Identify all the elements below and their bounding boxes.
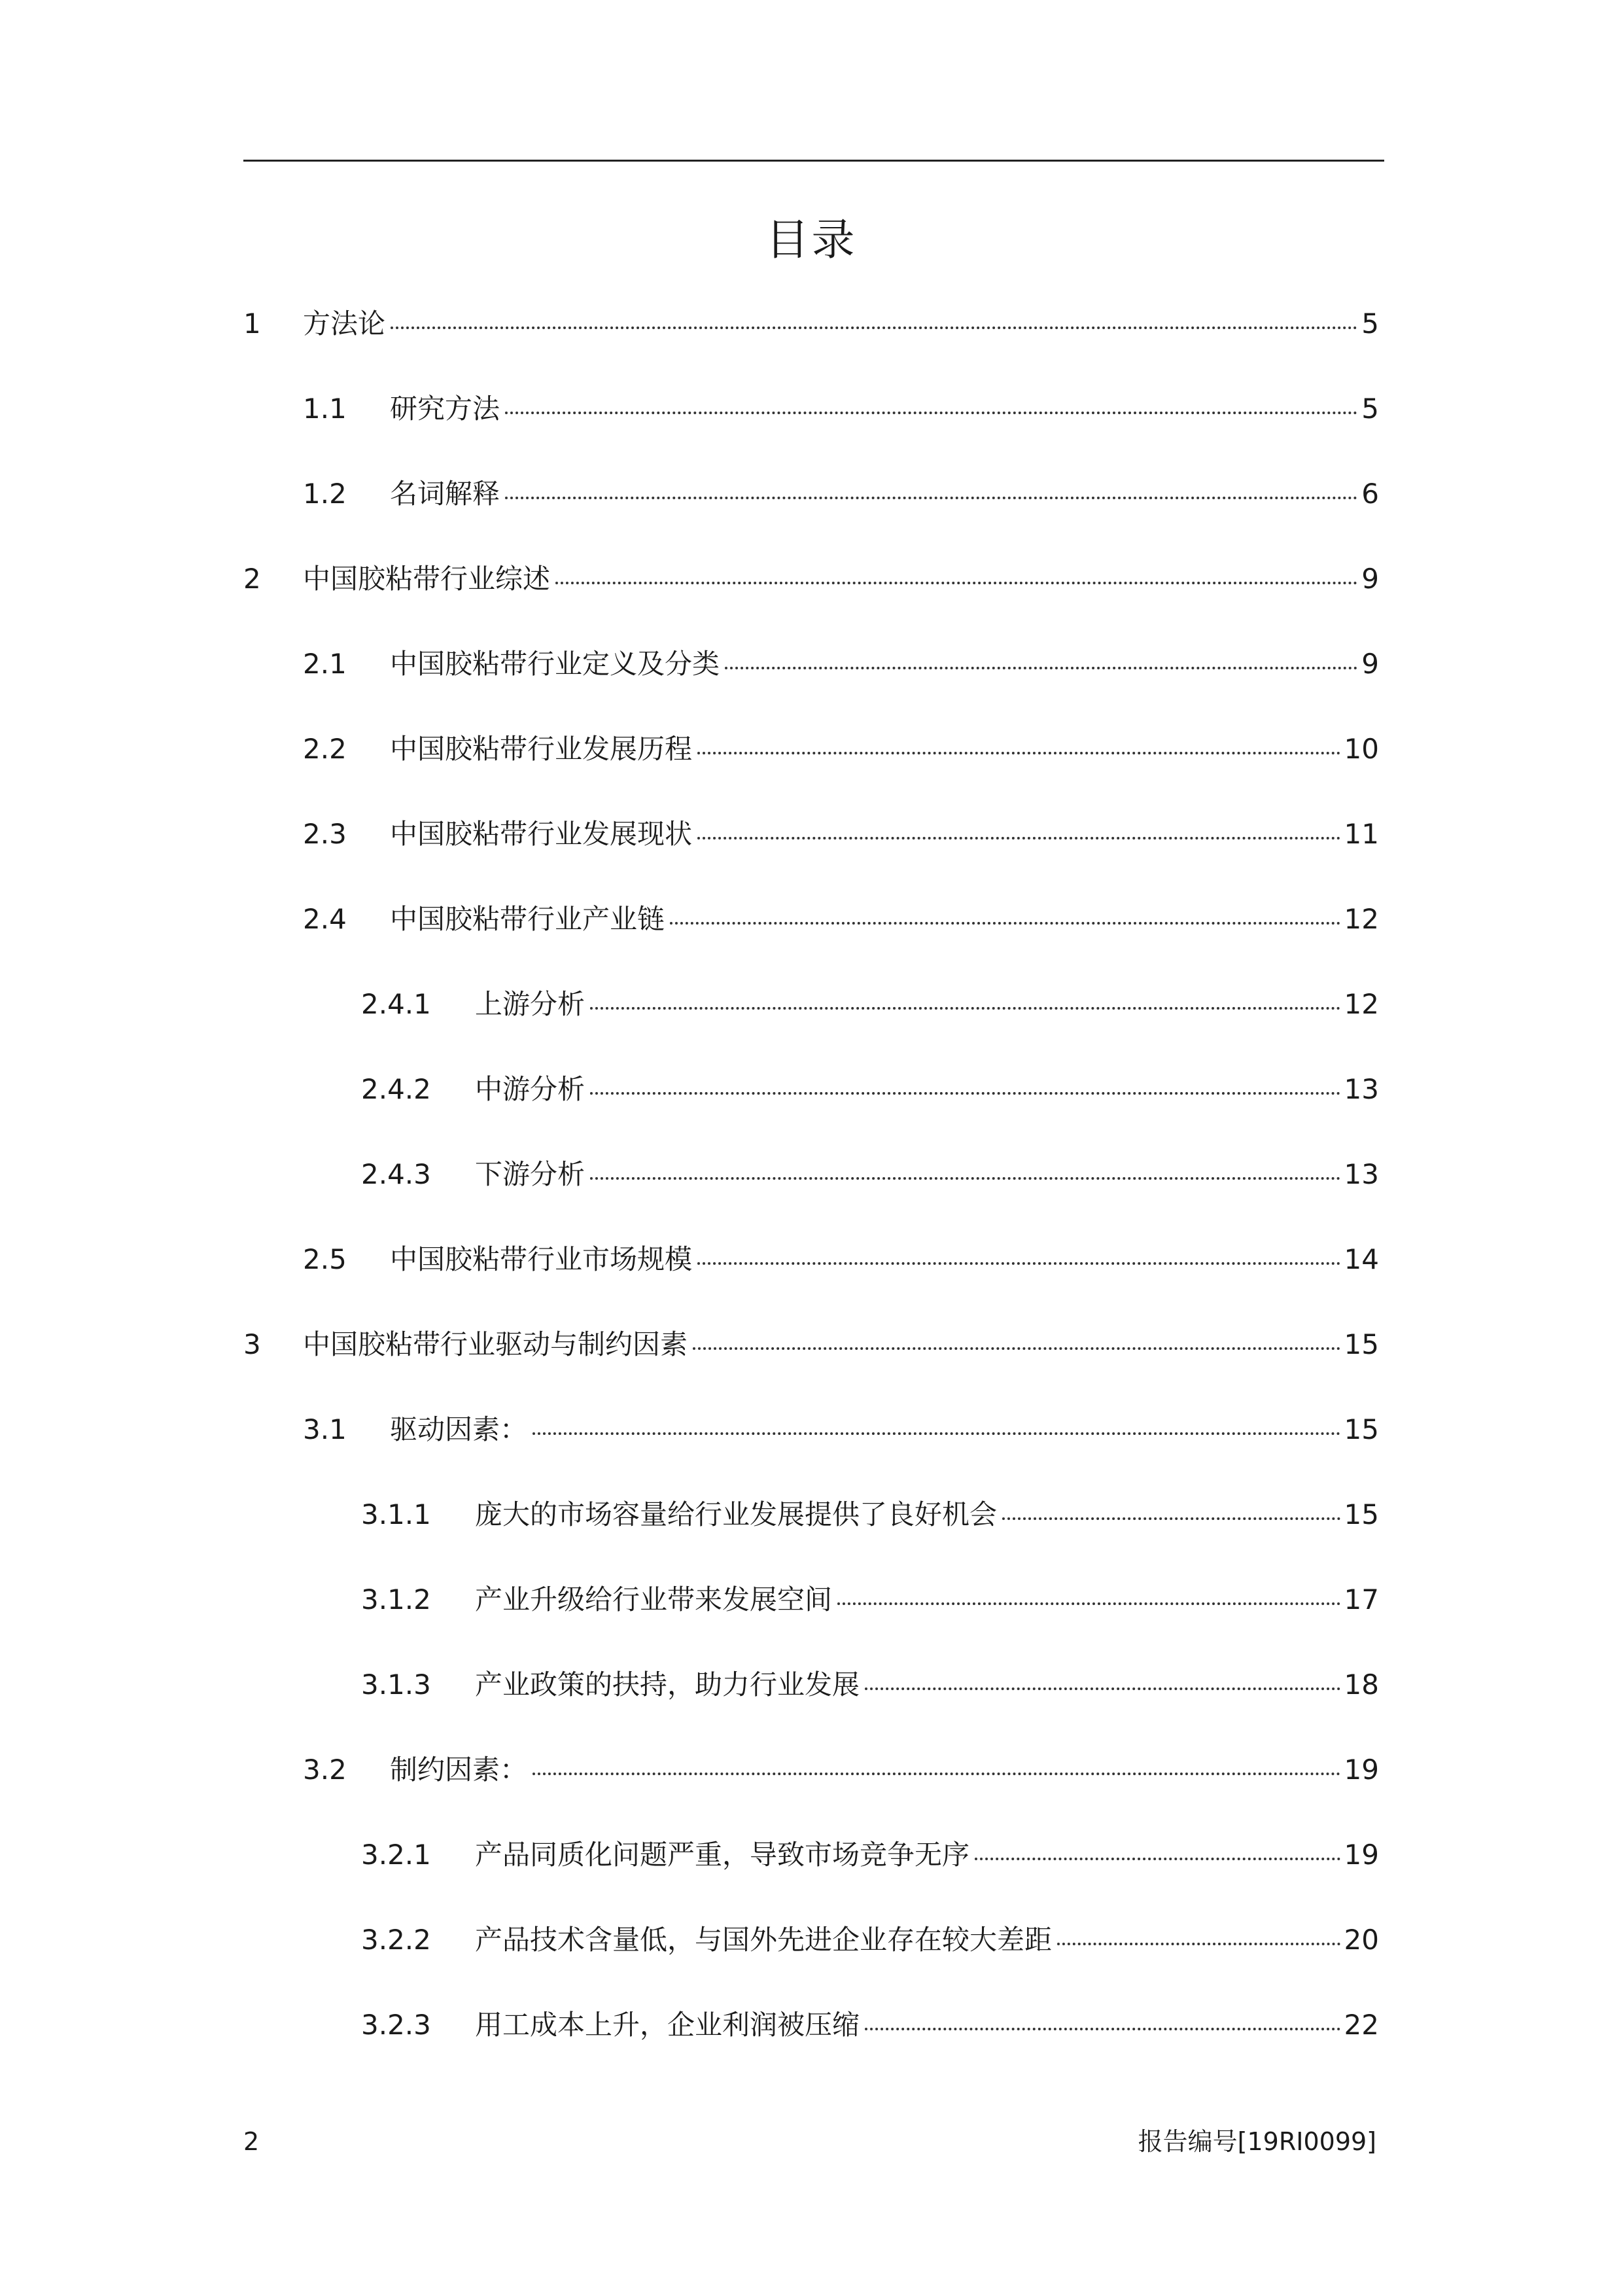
footer-page-number: 2 — [243, 2127, 260, 2156]
toc-entry[interactable] — [303, 1750, 1379, 1790]
toc-entry[interactable] — [361, 985, 1379, 1024]
toc-page-number: 12 — [1344, 903, 1379, 935]
toc-entry[interactable] — [303, 815, 1379, 854]
toc-dot-leader — [505, 497, 1357, 499]
toc-section-title: 上游分析 — [475, 988, 585, 1020]
toc-dot-leader — [1002, 1517, 1340, 1520]
toc-dot-leader — [532, 1773, 1340, 1775]
toc-section-number: 2.4 — [303, 903, 347, 935]
page-title: 目录 — [765, 215, 858, 265]
toc-dot-leader — [590, 1177, 1340, 1180]
toc-section-number: 3.1 — [303, 1413, 347, 1445]
toc-section-number: 2.4.3 — [361, 1158, 431, 1190]
toc-section-number: 2.3 — [303, 818, 347, 850]
toc-section-title: 名词解释 — [390, 478, 500, 510]
toc-entry[interactable] — [303, 645, 1379, 684]
toc-section-title: 中国胶粘带行业发展现状 — [390, 818, 693, 850]
toc-entry[interactable] — [303, 389, 1379, 429]
toc-section-title: 中国胶粘带行业驱动与制约因素 — [303, 1328, 688, 1360]
toc-section-title: 庞大的市场容量给行业发展提供了良好机会 — [475, 1498, 998, 1530]
toc-page-number: 10 — [1344, 733, 1379, 765]
toc-section-title: 制约因素： — [390, 1754, 528, 1786]
toc-page-number: 9 — [1361, 563, 1379, 595]
toc-dot-leader — [590, 1092, 1340, 1095]
toc-page-number: 9 — [1361, 648, 1379, 680]
toc-page-number: 15 — [1344, 1413, 1379, 1445]
toc-dot-leader — [532, 1432, 1340, 1435]
toc-section-number: 2.4.1 — [361, 988, 431, 1020]
toc-page-number: 12 — [1344, 988, 1379, 1020]
toc-dot-leader — [697, 837, 1340, 839]
toc-section-number: 3.1.3 — [361, 1669, 431, 1701]
toc-dot-leader — [670, 922, 1340, 925]
toc-section-title: 中国胶粘带行业产业链 — [390, 903, 665, 935]
toc-page-number: 20 — [1344, 1924, 1379, 1956]
toc-entry[interactable] — [303, 474, 1379, 514]
toc-section-number: 2.5 — [303, 1243, 347, 1275]
toc-dot-leader — [725, 667, 1357, 669]
toc-page-number: 19 — [1344, 1839, 1379, 1871]
toc-entry[interactable] — [361, 1495, 1379, 1534]
toc-dot-leader — [865, 1687, 1340, 1690]
toc-page-number: 14 — [1344, 1243, 1379, 1275]
toc-section-title: 产品同质化问题严重，导致市场竞争无序 — [475, 1839, 970, 1871]
toc-section-title: 产业政策的扶持，助力行业发展 — [475, 1669, 860, 1701]
toc-dot-leader — [555, 582, 1357, 584]
toc-section-number: 3.2.2 — [361, 1924, 431, 1956]
toc-entry[interactable] — [361, 1070, 1379, 1109]
toc-section-title: 用工成本上升，企业利润被压缩 — [475, 2009, 860, 2041]
footer-report-id: 报告编号[19RI0099] — [1138, 2127, 1376, 2156]
toc-dot-leader — [975, 1858, 1340, 1860]
toc-section-number: 3.2 — [303, 1754, 347, 1786]
toc-page-number: 13 — [1344, 1158, 1379, 1190]
toc-entry[interactable] — [361, 2005, 1379, 2045]
toc-page-number: 5 — [1361, 308, 1379, 340]
toc-entry[interactable] — [243, 559, 1379, 599]
toc-dot-leader — [693, 1347, 1340, 1350]
toc-entry[interactable] — [303, 1240, 1379, 1279]
toc-entry[interactable] — [361, 1835, 1379, 1875]
toc-section-number: 1.2 — [303, 478, 347, 510]
toc-section-number: 3 — [243, 1328, 261, 1360]
toc-entry[interactable] — [303, 730, 1379, 769]
toc-section-number: 1.1 — [303, 393, 347, 425]
toc-page-number: 15 — [1344, 1498, 1379, 1530]
toc-dot-leader — [865, 2028, 1340, 2030]
toc-entry[interactable] — [303, 1410, 1379, 1449]
toc-section-title: 中国胶粘带行业定义及分类 — [390, 648, 720, 680]
toc-page-number: 17 — [1344, 1583, 1379, 1616]
toc-page-number: 6 — [1361, 478, 1379, 510]
toc-entry[interactable] — [303, 900, 1379, 939]
toc-dot-leader — [391, 327, 1357, 329]
toc-section-title: 产业升级给行业带来发展空间 — [475, 1583, 833, 1616]
toc-page-number: 13 — [1344, 1073, 1379, 1105]
toc-entry[interactable] — [243, 304, 1379, 344]
toc-section-title: 驱动因素： — [390, 1413, 528, 1445]
toc-section-number: 2.4.2 — [361, 1073, 431, 1105]
toc-entry[interactable] — [361, 1665, 1379, 1704]
toc-section-title: 中国胶粘带行业综述 — [303, 563, 551, 595]
toc-section-title: 中国胶粘带行业发展历程 — [390, 733, 693, 765]
toc-entry[interactable] — [361, 1155, 1379, 1194]
toc-section-number: 3.1.1 — [361, 1498, 431, 1530]
toc-page-number: 18 — [1344, 1669, 1379, 1701]
toc-section-title: 中国胶粘带行业市场规模 — [390, 1243, 693, 1275]
toc-page-number: 11 — [1344, 818, 1379, 850]
toc-section-title: 中游分析 — [475, 1073, 585, 1105]
toc-section-number: 2 — [243, 563, 261, 595]
toc-dot-leader — [1057, 1943, 1340, 1945]
toc-dot-leader — [837, 1602, 1340, 1605]
toc-entry[interactable] — [243, 1325, 1379, 1364]
toc-page-number: 5 — [1361, 393, 1379, 425]
toc-section-title: 方法论 — [303, 308, 386, 340]
toc-section-number: 2.2 — [303, 733, 347, 765]
toc-dot-leader — [697, 752, 1340, 754]
toc-section-number: 1 — [243, 308, 261, 340]
toc-page-number: 22 — [1344, 2009, 1379, 2041]
toc-entry[interactable] — [361, 1920, 1379, 1960]
toc-dot-leader — [590, 1007, 1340, 1010]
toc-page-number: 15 — [1344, 1328, 1379, 1360]
toc-section-number: 3.2.1 — [361, 1839, 431, 1871]
toc-section-number: 3.2.3 — [361, 2009, 431, 2041]
toc-dot-leader — [505, 412, 1357, 414]
toc-page-number: 19 — [1344, 1754, 1379, 1786]
toc-section-title: 产品技术含量低，与国外先进企业存在较大差距 — [475, 1924, 1053, 1956]
toc-section-number: 3.1.2 — [361, 1583, 431, 1616]
toc-entry[interactable] — [361, 1580, 1379, 1619]
toc-section-title: 研究方法 — [390, 393, 500, 425]
toc-section-title: 下游分析 — [475, 1158, 585, 1190]
toc-dot-leader — [697, 1262, 1340, 1265]
toc-section-number: 2.1 — [303, 648, 347, 680]
